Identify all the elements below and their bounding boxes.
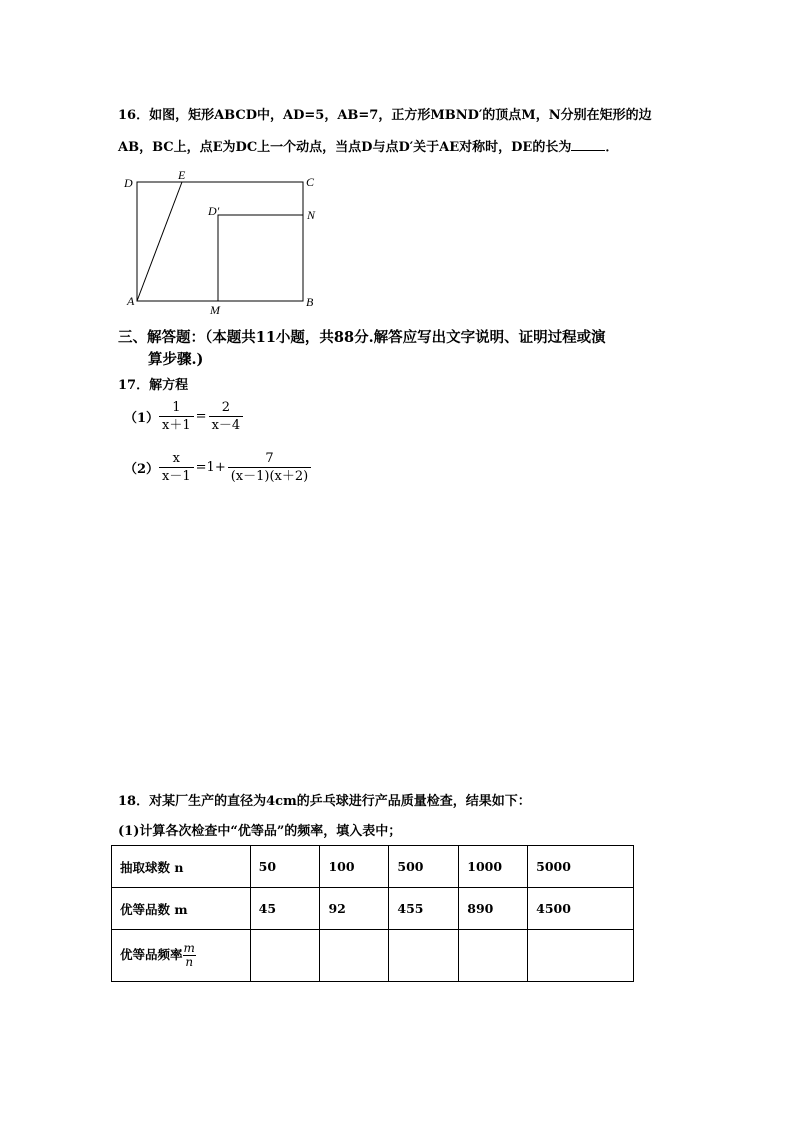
q17-p2-label: （2） <box>124 462 160 477</box>
q18-line2: (1)计算各次检查中“优等品”的频率，填入表中； <box>118 824 402 839</box>
square-mbnd <box>218 215 303 301</box>
frequency-label: 优等品频率 <box>120 947 183 962</box>
quality-table <box>111 845 634 982</box>
q16-figure <box>118 166 333 318</box>
rectangle-abcd <box>137 182 303 301</box>
q17-title: 17．解方程 <box>118 378 189 393</box>
denominator: n <box>185 955 194 969</box>
section3-line1: 三、解答题：（本题共11小题，共88分.解答应写出文字说明、证明过程或演 <box>118 329 606 346</box>
answer-cell[interactable] <box>528 930 634 982</box>
table-cell: 890 <box>459 888 528 930</box>
m-over-n-fraction <box>183 942 196 969</box>
table-row <box>112 930 634 982</box>
label-e: E <box>178 168 186 182</box>
fraction <box>159 450 194 485</box>
table-cell: 100 <box>320 846 389 888</box>
table-cell: 50 <box>250 846 320 888</box>
equals-sign: = <box>195 409 207 424</box>
numerator: x <box>159 450 194 468</box>
row-header-n: 抽取球数 n <box>112 846 251 888</box>
denominator: x－4 <box>211 418 241 433</box>
answer-cell[interactable] <box>459 930 528 982</box>
table-cell: 4500 <box>528 888 634 930</box>
q16-line2 <box>118 136 618 155</box>
table-cell: 1000 <box>459 846 528 888</box>
section3-line2: 算步骤.) <box>148 351 204 368</box>
q16-line2-end: ． <box>605 140 619 155</box>
label-c: C <box>306 175 315 189</box>
label-d-prime: D′ <box>208 204 220 218</box>
table-cell: 455 <box>389 888 459 930</box>
numerator: 7 <box>228 450 312 468</box>
q17-p1-label: （1） <box>124 411 160 426</box>
fraction <box>209 399 244 434</box>
answer-cell[interactable] <box>320 930 389 982</box>
table-cell: 45 <box>250 888 320 930</box>
label-d: D <box>124 176 133 190</box>
numerator: 1 <box>159 399 194 417</box>
segment-ae <box>137 182 182 301</box>
fraction <box>159 399 194 434</box>
table-row <box>112 888 634 930</box>
answer-blank <box>571 138 605 151</box>
label-m: M <box>210 303 220 317</box>
numerator: m <box>183 941 195 955</box>
table-cell: 5000 <box>528 846 634 888</box>
q16-line2-text: AB，BC上，点E为DC上一个动点，当点D与点D′关于AE对称时，DE的长为 <box>118 140 572 155</box>
q16-line1: 16．如图，矩形ABCD中，AD=5，AB=7，正方形MBND′的顶点M，N分别在矩形的边 <box>118 108 652 123</box>
denominator: (x－1)(x＋2) <box>230 469 309 484</box>
label-a: A <box>127 294 135 308</box>
answer-cell[interactable] <box>250 930 320 982</box>
fraction <box>228 450 312 485</box>
denominator: x＋1 <box>162 418 191 433</box>
label-n: N <box>307 208 316 222</box>
table-row <box>112 846 634 888</box>
denominator: x－1 <box>162 469 191 484</box>
label-b: B <box>306 295 314 309</box>
q17-equation1 <box>124 399 243 434</box>
row-header-frequency <box>112 930 251 982</box>
numerator: 2 <box>209 399 244 417</box>
row-header-m: 优等品数 m <box>112 888 251 930</box>
table-cell: 92 <box>320 888 389 930</box>
answer-cell[interactable] <box>389 930 459 982</box>
equals-one-plus: =1+ <box>195 460 226 475</box>
table-cell: 500 <box>389 846 459 888</box>
q18-line1: 18．对某厂生产的直径为4cm的乒乓球进行产品质量检查，结果如下： <box>118 794 531 809</box>
q17-equation2 <box>124 450 311 485</box>
